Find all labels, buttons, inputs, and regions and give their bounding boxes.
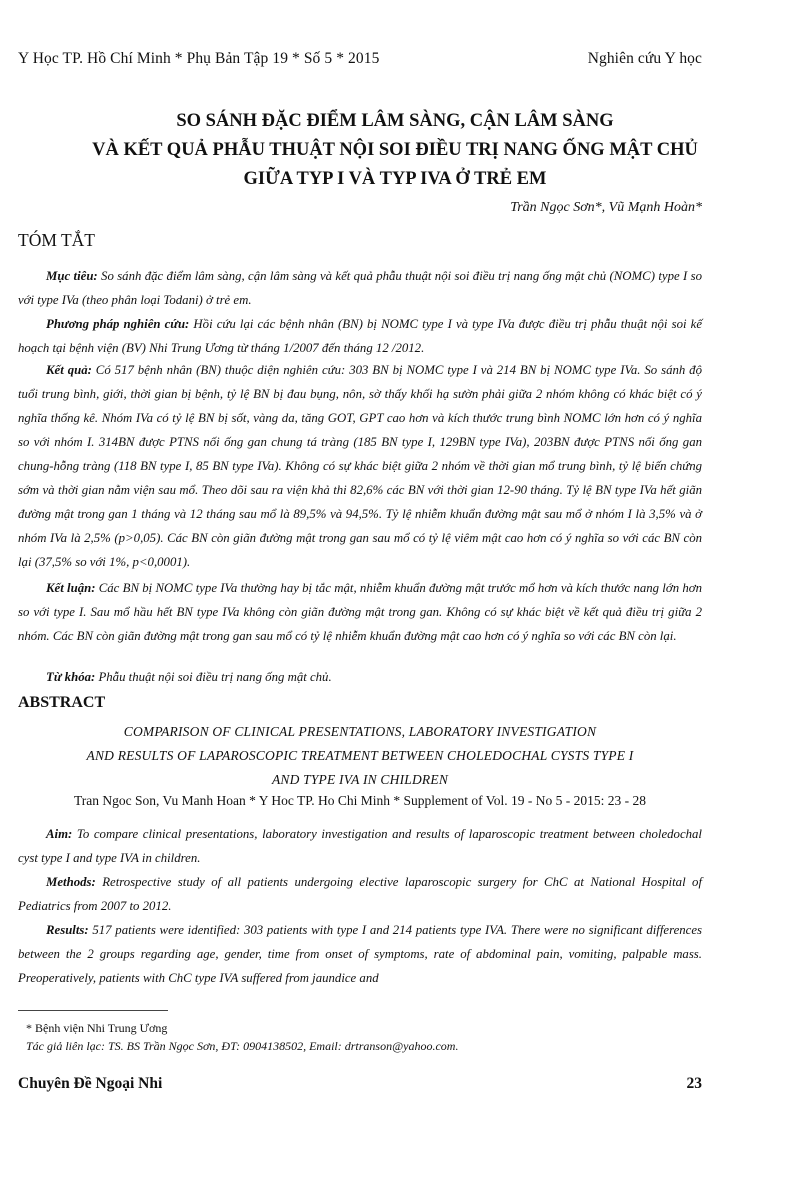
paragraph-lead: Từ khóa: (46, 670, 96, 684)
objective-paragraph (18, 264, 702, 312)
paragraph-text: Có 517 bệnh nhân (BN) thuộc diện nghiên cứu: 303 BN bị NOMC type I và 214 BN bị NOMC type IVa. So sánh độ tuổi trung bình, giới, thời gian bị bệnh, tỷ lệ BN bị đau bụng, nôn, sờ thấy khối hạ sườn phải giữa 2 nhóm không có khác biệt có ý nghĩa thống kê. Nhóm IVa có tỷ lệ BN bị sốt, vàng da, tăng GOT, GPT cao hơn và kích thước trung bình NOMC lớn hơn có ý nghĩa so với nhóm I. 314BN được PTNS nối ống gan chung tá tràng (185 BN type I, 129BN type IVa), 203BN được PTNS nối ống gan chung-hỗng tràng (118 BN type I, 85 BN type IVa). Không có sự khác biệt giữa 2 nhóm về thời gian mổ trung bình, tỷ lệ biến chứng sớm và thời gian nằm viện sau mổ. Theo dõi sau ra viện khả thi 82,6% các BN với thời gian 12-90 tháng. Tỷ lệ BN type IVa hết giãn đường mật trong gan 1 tháng và 12 tháng sau mổ là 89,5% và 94,5%. Tỷ lệ nhiễm khuẩn đường mật sau mổ ở nhóm I là 3,5% và ở nhóm IVa là 2,5% (p>0,05). Các BN còn giãn đường mật trong gan sau mổ có tỷ lệ viêm mật cao hơn có ý nghĩa so với các BN còn lại (37,5% so với 1%, p<0,0001). (18, 363, 702, 569)
footnote-affiliation: * Bệnh viện Nhi Trung Ương (26, 1021, 168, 1035)
paper-title (40, 107, 750, 194)
english-title-line: COMPARISON OF CLINICAL PRESENTATIONS, LABORATORY INVESTIGATION (123, 724, 597, 739)
section-header: Nghiên cứu Y học (587, 50, 702, 67)
page-footer (18, 1075, 702, 1093)
english-title-line: AND RESULTS OF LAPAROSCOPIC TREATMENT BETWEEN CHOLEDOCHAL CYSTS TYPE I (86, 748, 634, 763)
conclusion-paragraph (18, 576, 702, 648)
footnote-contact: Tác giả liên lạc: TS. BS Trần Ngọc Sơn, ĐT: 0904138502, Email: drtranson@yahoo.com. (26, 1039, 459, 1053)
paragraph-text: 517 patients were identified: 303 patients with type I and 214 patients type IVA. There were no significant differences between the 2 groups regarding age, gender, time from onset of symptoms, rate of abdominal pain, vomiting, palpable mass. Preoperatively, patients with ChC type IVA suffered from jaundice and (18, 923, 702, 985)
authors: Trần Ngọc Sơn*, Vũ Mạnh Hoàn* (510, 200, 702, 215)
running-header (18, 50, 702, 68)
english-title-line: AND TYPE IVA IN CHILDREN (271, 772, 449, 787)
title-line: SO SÁNH ĐẶC ĐIỂM LÂM SÀNG, CẬN LÂM SÀNG (176, 111, 614, 131)
paragraph-lead: Phương pháp nghiên cứu: (46, 317, 190, 331)
methods-en-paragraph (18, 870, 702, 918)
title-line: VÀ KẾT QUẢ PHẪU THUẬT NỘI SOI ĐIỀU TRỊ NANG ỐNG MẬT CHỦ (92, 140, 698, 160)
citation: Tran Ngoc Son, Vu Manh Hoan * Y Hoc TP. Ho Chi Minh * Supplement of Vol. 19 - No 5 - 2015: 23 - 28 (74, 793, 646, 808)
keywords-paragraph (18, 665, 702, 689)
abstract-heading: ABSTRACT (18, 694, 106, 711)
paragraph-text: Retrospective study of all patients undergoing elective laparoscopic surgery for ChC at National Hospital of Pediatrics from 2007 to 2012. (18, 875, 702, 913)
paragraph-lead: Methods: (46, 875, 96, 889)
paragraph-text: Phẫu thuật nội soi điều trị nang ống mật chủ. (95, 670, 332, 684)
footer-section: Chuyên Đề Ngoại Nhi (18, 1075, 163, 1092)
paragraph-lead: Results: (46, 923, 89, 937)
footnote-divider (18, 1010, 168, 1011)
paragraph-text: Hồi cứu lại các bệnh nhân (BN) bị NOMC type I và type IVa được điều trị phẫu thuật nội soi kế hoạch tại bệnh viện (BV) Nhi Trung Ương từ tháng 1/2007 đến tháng 12 /2012. (18, 317, 702, 355)
paragraph-text: To compare clinical presentations, laboratory investigation and results of laparoscopic treatment between choledochal cyst type I and type IVA in children. (18, 827, 702, 865)
results-paragraph (18, 358, 702, 574)
title-line: GIỮA TYP I VÀ TYP IVA Ở TRẺ EM (243, 169, 547, 189)
paragraph-lead: Kết quả: (46, 363, 92, 377)
paragraph-text: So sánh đặc điểm lâm sàng, cận lâm sàng và kết quả phẫu thuật nội soi điều trị nang ống mật chủ (NOMC) type I so với type IVa (theo phân loại Todani) ở trẻ em. (18, 269, 702, 307)
page-number: 23 (686, 1075, 702, 1092)
paragraph-lead: Kết luận: (46, 581, 96, 595)
tom-tat-heading: TÓM TẮT (18, 230, 95, 250)
results-en-paragraph (18, 918, 702, 990)
paragraph-text: Các BN bị NOMC type IVa thường hay bị tắc mật, nhiễm khuẩn đường mật trước mổ hơn và kích thước nang lớn hơn so với type I. Sau mổ hầu hết BN type IVa không còn giãn đường mật trong gan. Không có sự khác biệt về kết quả điều trị giữa 2 nhóm. Các BN còn giãn đường mật trong gan sau mổ có tỷ lệ nhiễm khuẩn đường mật cao hơn có ý nghĩa so với các BN còn lại. (18, 581, 702, 643)
paragraph-lead: Aim: (46, 827, 73, 841)
aim-paragraph (18, 822, 702, 870)
english-title (18, 720, 702, 792)
methods-paragraph (18, 312, 702, 360)
paragraph-lead: Mục tiêu: (46, 269, 98, 283)
journal-header: Y Học TP. Hồ Chí Minh * Phụ Bản Tập 19 * Số 5 * 2015 (18, 50, 380, 67)
